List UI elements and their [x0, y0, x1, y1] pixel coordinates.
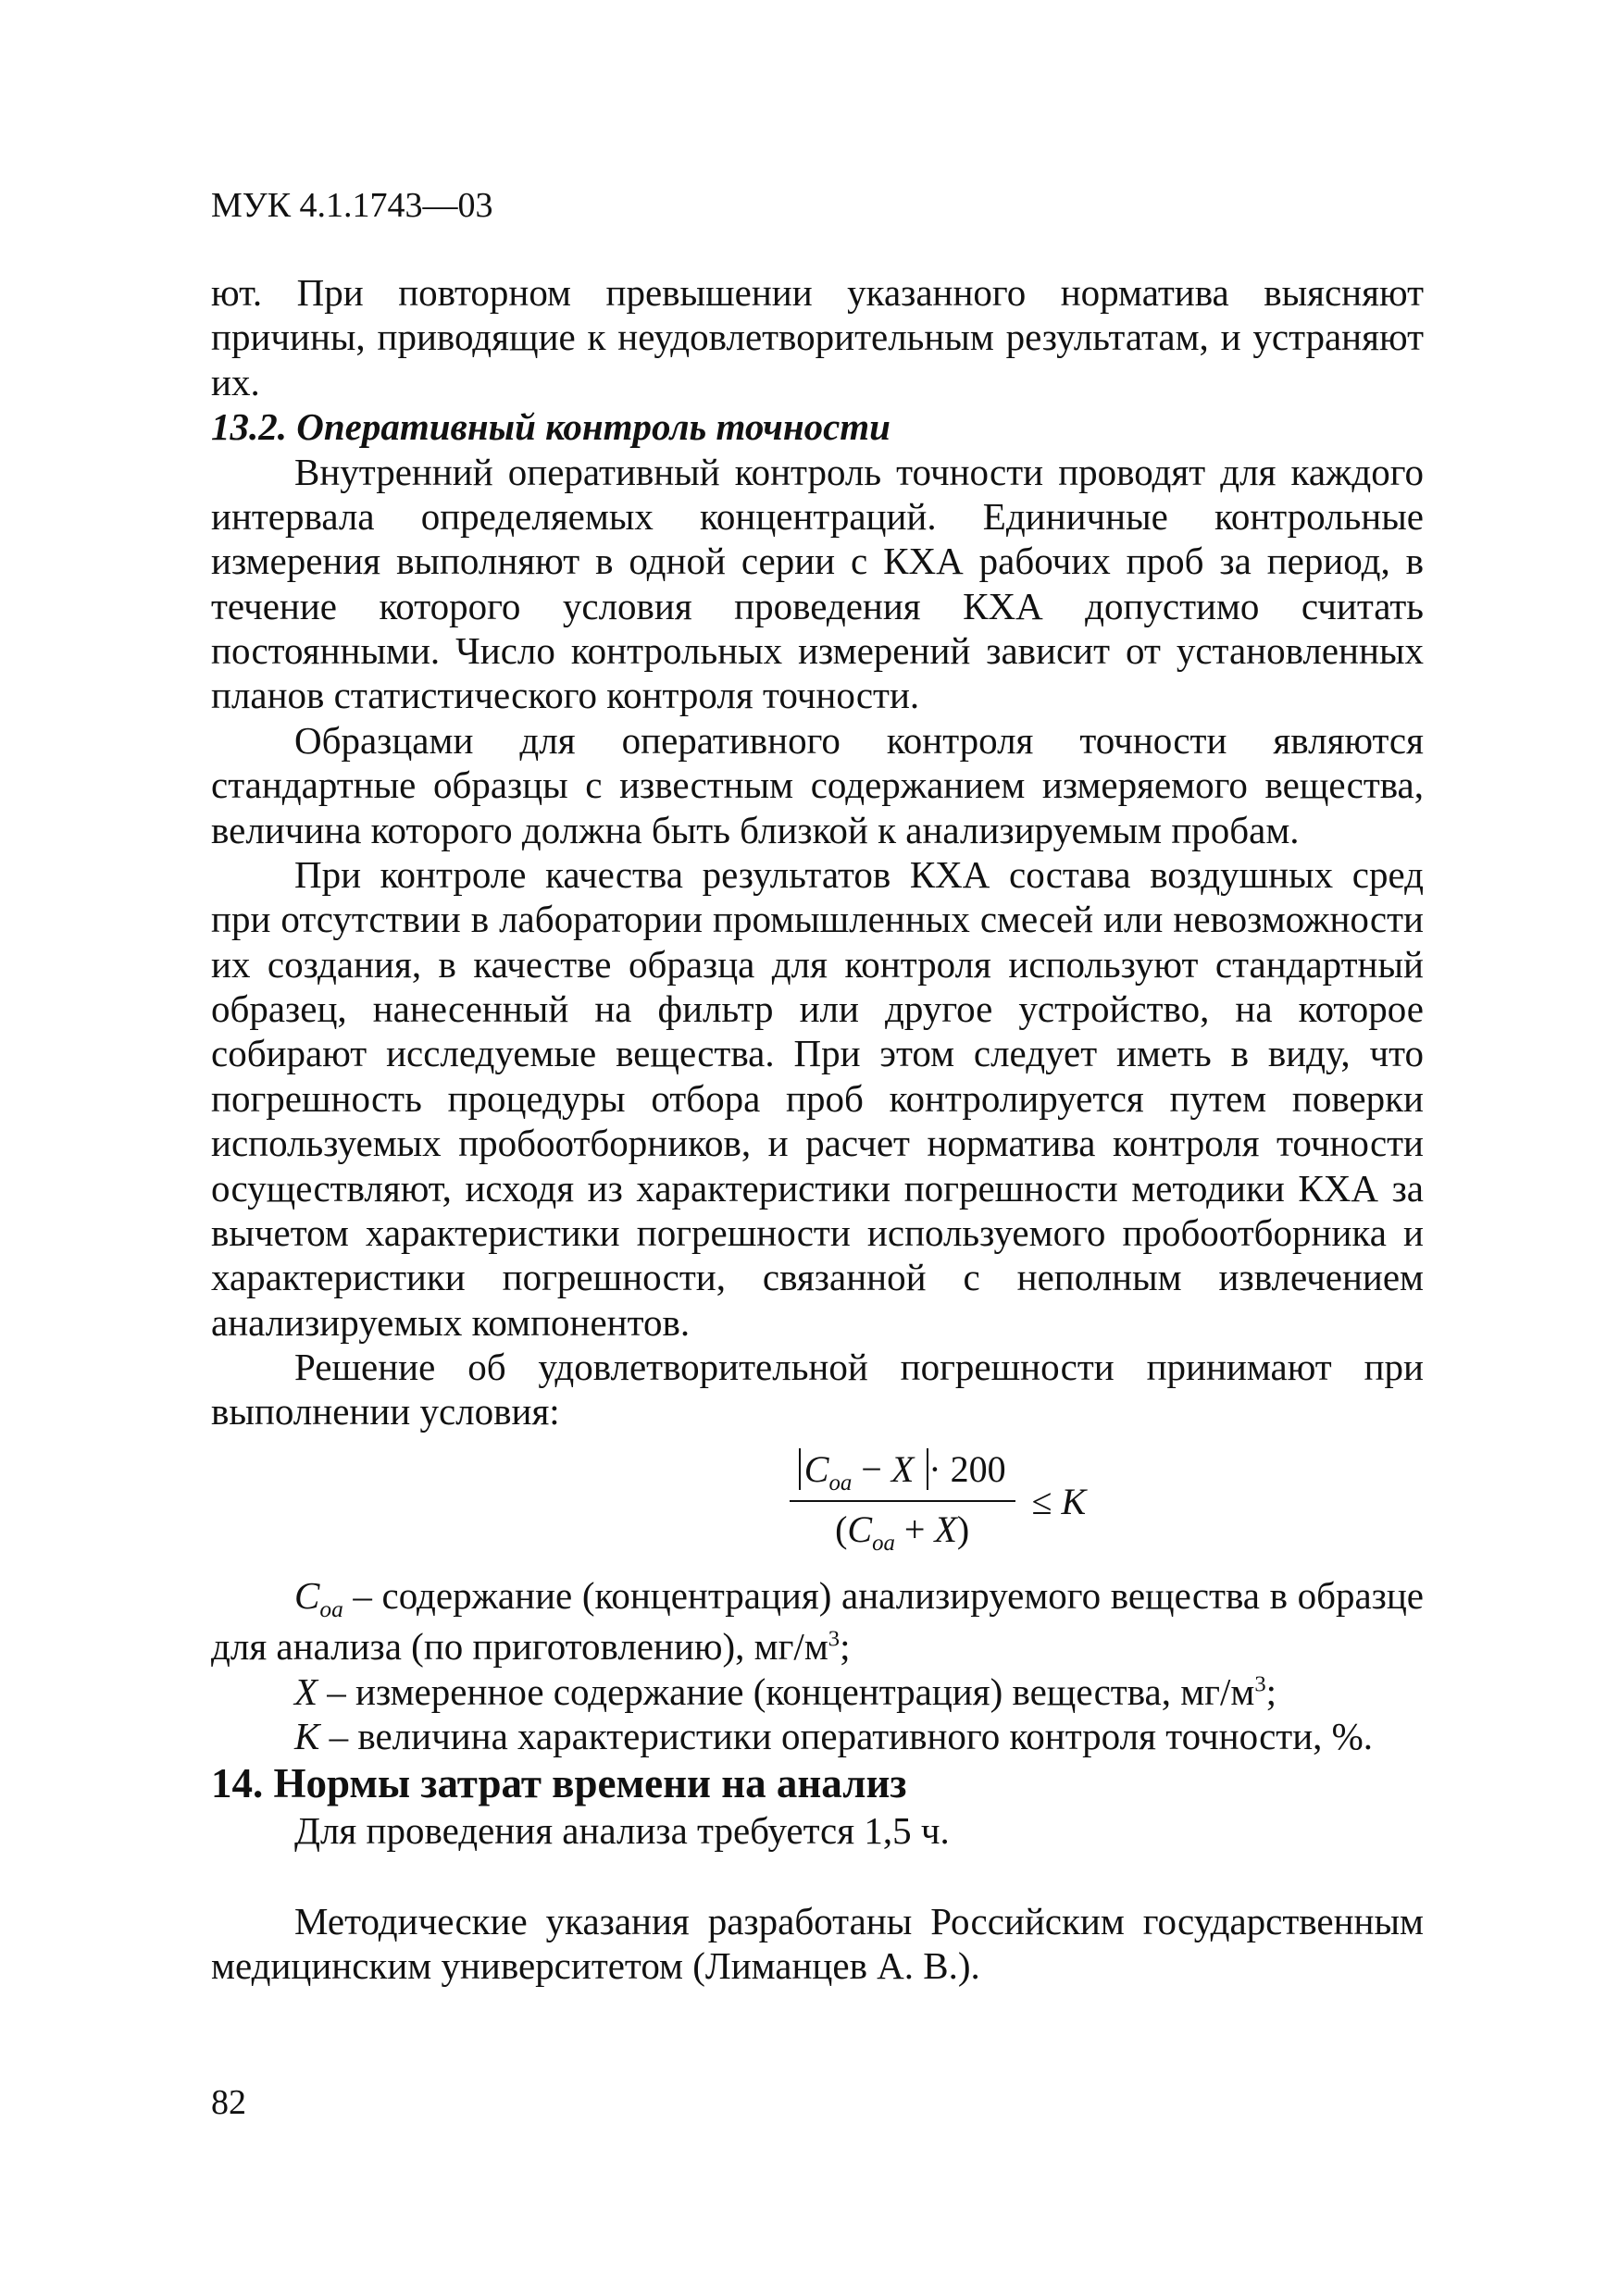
credits-paragraph: Методические указания разработаны Российским государственным медицинским университетом (Лиманцев А. В.).: [211, 1900, 1424, 1988]
definition-k: K – величина характеристики оперативного контроля точности, %.: [294, 1715, 1374, 1758]
paragraph-decision-condition: Решение об удовлетворительной погрешности принимают при выполнении условия:: [211, 1346, 1424, 1433]
formula-denominator: $(C_{oa} + X)$: [835, 1508, 970, 1556]
section-14-text: Для проведения анализа требуется 1,5 ч.: [294, 1808, 950, 1852]
formula-definitions: [211, 1573, 1424, 1758]
accuracy-formula: [452, 1447, 1424, 1558]
definition-x: X – измеренное содержание (концентрация) вещества, $мг/м^3$;: [294, 1669, 1277, 1713]
formula-numerator: $C_{oa} - X \cdot 200$: [790, 1447, 1015, 1502]
continuation-paragraph: ют. При повторном превышении указанного норматива выясняют причины, приводящие к неудовлетворительным результатам, и устраняют их.: [211, 271, 1424, 403]
formula-fraction: [790, 1447, 1015, 1558]
formula-absolute-value: $C_{oa} - X$: [799, 1448, 928, 1490]
spacer: [211, 1853, 1424, 1899]
paragraph-air-quality: При контроле качества результатов КХА состава воздушных сред при отсутствии в лаборатории промышленных смесей или невозможности их создания, в качестве образца для контроля используют стандартный образец, нанесенный на фильтр или другое устройство, на которое собирают исследуемые вещества. При этом следует иметь в виду, что погрешность процедуры отбора проб контролируется путем поверки используемых пробоотборников, и расчет норматива контроля точности осуществляют, исходя из характеристики погрешности методики КХА за вычетом характеристики погрешности используемого пробоотборника и характеристики погрешности, связанной с неполным извлечением анализируемых компонентов.: [211, 852, 1424, 1344]
formula-relation: ≤ K: [1031, 1481, 1087, 1523]
section-14-title: 14. Нормы затрат времени на анализ: [211, 1759, 907, 1806]
definition-coa: $C_{oa}$ – содержание (концентрация) анализируемого вещества в образце для анализа (по приготовлению), $мг/м^3$;: [211, 1574, 1424, 1669]
paragraph-samples: Образцами для оперативного контроля точности являются стандартные образцы с известным содержанием измеряемого вещества, величина которого должна быть близкой к анализируемым пробам.: [211, 718, 1424, 851]
section-13-2-title: 13.2. Оперативный контроль точности: [211, 405, 890, 449]
paragraph-internal-control: Внутренний оперативный контроль точности проводят для каждого интервала определяемых концентраций. Единичные контрольные измерения выполняют в одной серии с КХА рабочих проб за период, в течение которого условия проведения КХА допустимо считать постоянными. Число контрольных измерений зависит от установленных планов статистического контроля точности.: [211, 450, 1424, 717]
page-body: [211, 270, 1424, 1989]
document-code-header: МУК 4.1.1743—03: [211, 186, 493, 225]
page-number: 82: [211, 2083, 246, 2122]
